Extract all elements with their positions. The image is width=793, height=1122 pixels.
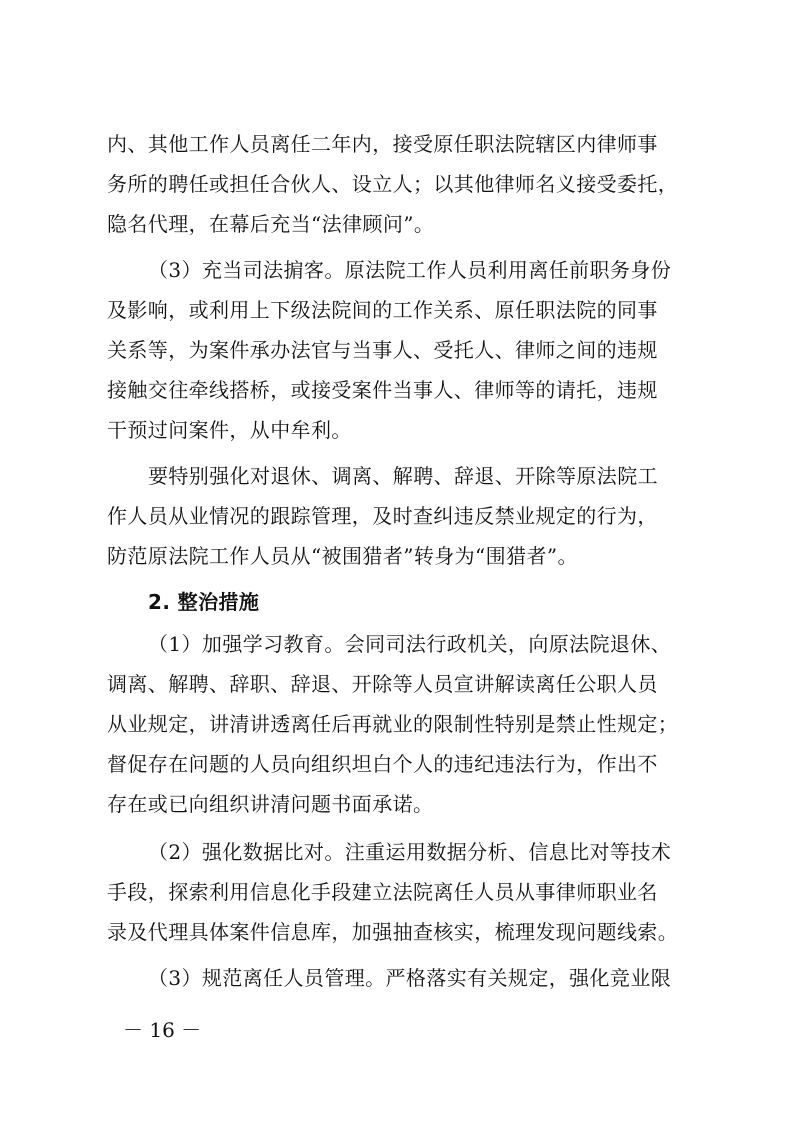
text-line: 防范原法院工作人员从“被围猎者”转身为“围猎者”。 [107,544,578,568]
text-line: 干预过问案件，从中牟利。 [107,418,352,442]
text-line: 从业规定，讲清讲透离任后再就业的限制性特别是禁止性规定； [107,712,679,736]
text-line: 关系等，为案件承办法官与当事人、受托人、律师之间的违规 [107,338,658,362]
text-line: 接触交往牵线搭桥，或接受案件当事人、律师等的请托，违规 [107,378,658,402]
page-number: － 16 － [123,1018,202,1042]
text-line: （3）充当司法掮客。原法院工作人员利用离任前职务身份 [148,258,672,282]
text-line: （2）强化数据比对。注重运用数据分析、信息比对等技术 [148,840,672,864]
text-line: 手段，探索利用信息化手段建立法院离任人员从事律师职业名 [107,880,658,904]
text-line: 调离、解聘、辞职、辞退、开除等人员宣讲解读离任公职人员 [107,672,658,696]
text-line: （3）规范离任人员管理。严格落实有关规定，强化竞业限 [148,966,672,990]
text-line: 隐名代理，在幕后充当“法律顾问”。 [107,212,435,236]
text-line: 存在或已向组织讲清问题书面承诺。 [107,792,434,816]
text-line: （1）加强学习教育。会同司法行政机关，向原法院退休、 [148,632,672,656]
text-line: 作人员从业情况的跟踪管理，及时查纠违反禁业规定的行为， [107,504,658,528]
text-line: 及影响，或利用上下级法院间的工作关系、原任职法院的同事 [107,298,658,322]
text-line: 务所的聘任或担任合伙人、设立人；以其他律师名义接受委托， [107,172,679,196]
text-line: 要特别强化对退休、调离、解聘、辞退、开除等原法院工 [148,464,658,488]
text-line: 内、其他工作人员离任二年内，接受原任职法院辖区内律师事 [107,132,658,156]
text-line: 录及代理具体案件信息库，加强抽查核实，梳理发现问题线索。 [107,920,679,944]
section-heading: 2. 整治措施 [148,590,260,614]
text-line: 督促存在问题的人员向组织坦白个人的违纪违法行为，作出不 [107,752,658,776]
